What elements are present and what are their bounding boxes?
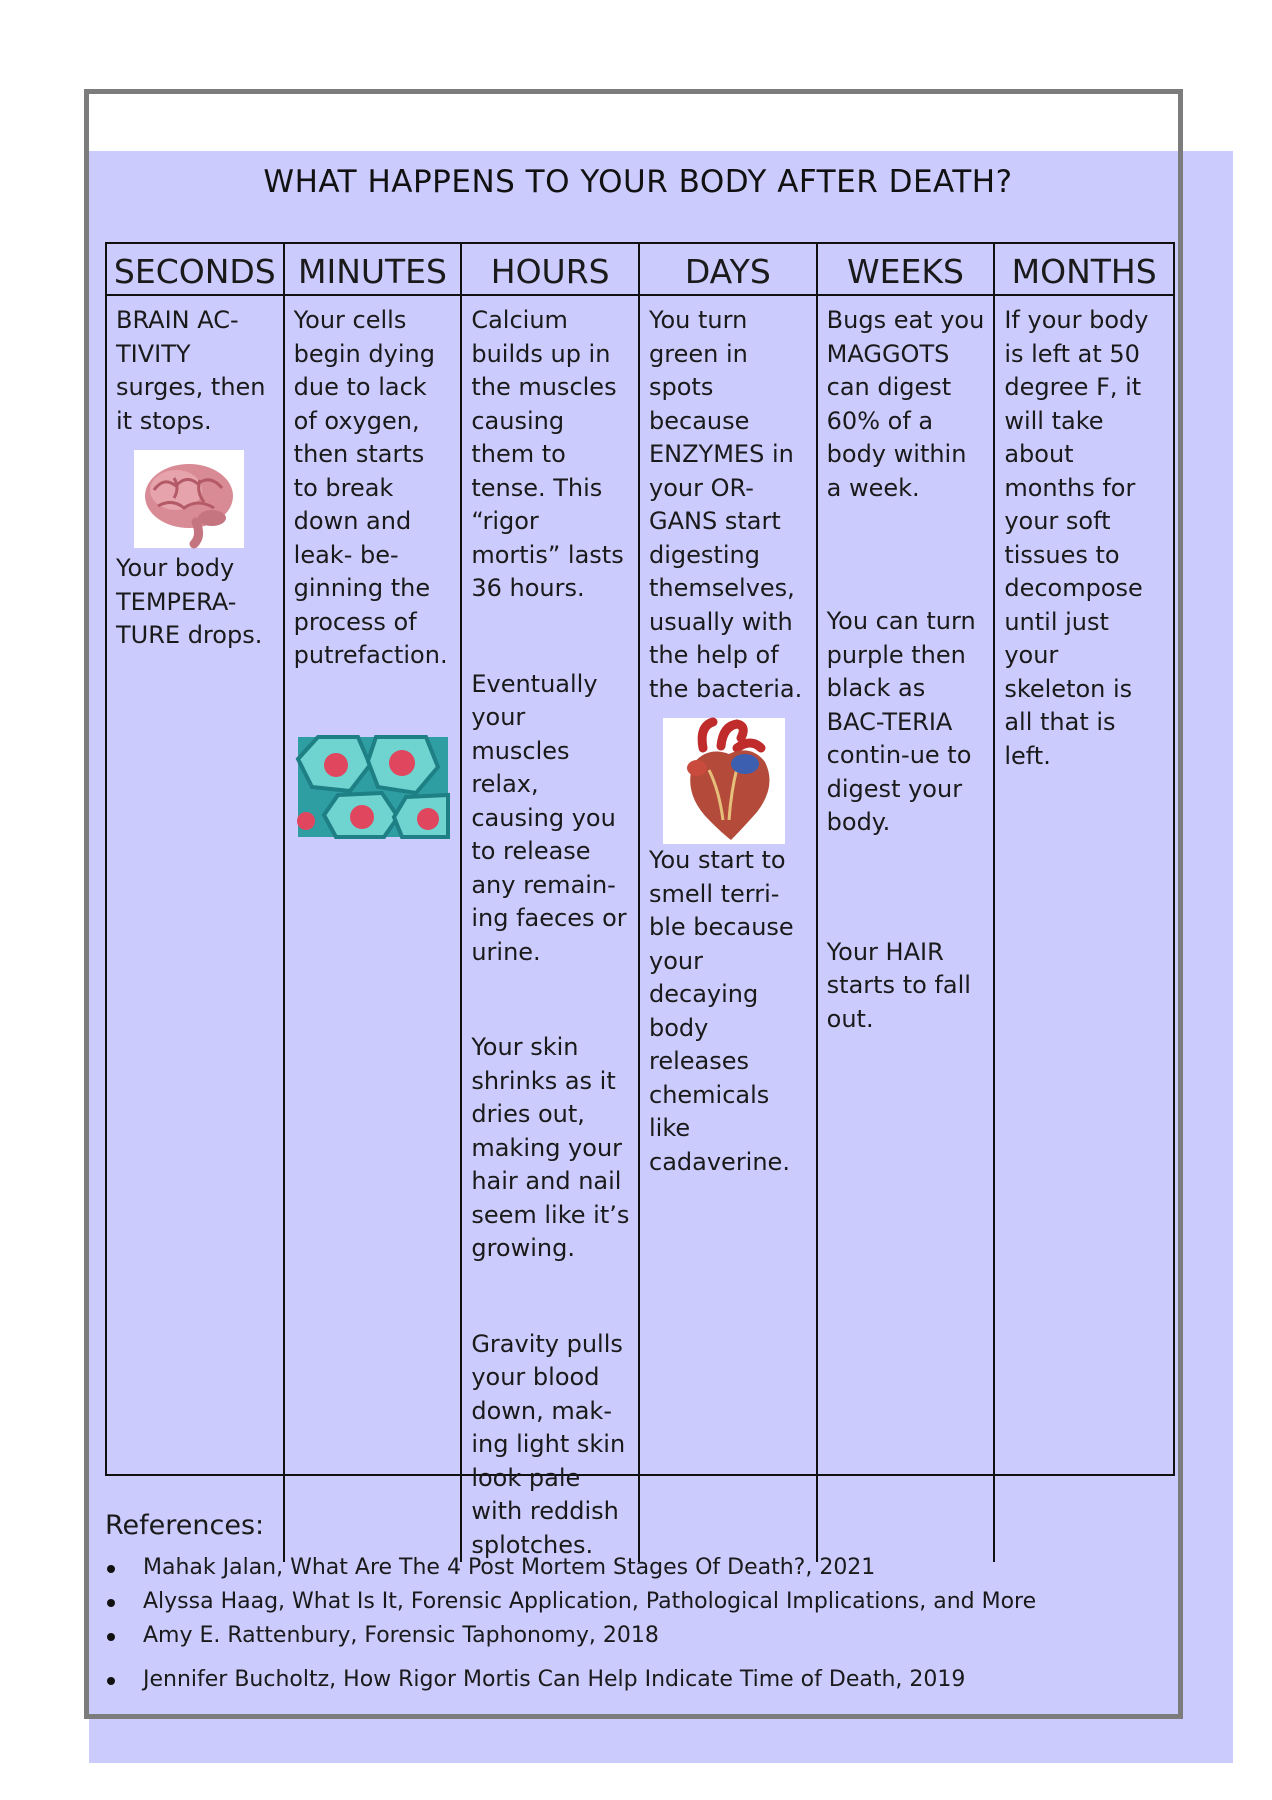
hours-text-1: Calcium builds up in the muscles causing them to tense. This “rigor mortis” lasts 36 hours. [471,306,624,602]
column-weeks [818,296,996,1562]
reference-item: Jennifer Bucholtz, How Rigor Mortis Can Help Indicate Time of Death, 2019 [105,1663,1175,1697]
references-title: References: [105,1510,265,1541]
header-minutes: MINUTES [285,244,463,296]
header-months: MONTHS [995,244,1173,296]
reference-item: Mahak Jalan, What Are The 4 Post Mortem Stages Of Death?, 2021 [105,1551,1175,1585]
column-months [995,296,1173,1562]
weeks-text-3: Your HAIR starts to fall out. [826,937,971,1033]
days-text-1: You turn green in spots because ENZYMES in your OR-GANS start digesting themselves, usually with the help of the bacteria. [649,306,803,703]
page-title: WHAT HAPPENS TO YOUR BODY AFTER DEATH? [263,164,1013,200]
heart-image [663,718,785,844]
column-minutes [285,296,463,1562]
header-seconds: SECONDS [107,244,285,296]
months-text-1: If your body is left at 50 degree F, it will take about months for your soft tissues to decompose until just your skeleton is all that is left. [1004,306,1149,770]
hours-text-4: Gravity pulls your blood down, mak-ing light skin look pale with reddish splotches. [471,1329,626,1559]
minutes-text-1: Your cells begin dying due to lack of oxygen, then starts to break down and leak- be-ginning the process of putrefaction. [293,306,448,669]
hours-text-2: Eventually your muscles relax, causing you to release any remain-ing faeces or urine. [471,669,627,966]
seconds-text-2: Your body TEMPERA-TURE drops. [116,554,263,649]
header-days: DAYS [640,244,818,296]
column-seconds [107,296,285,1562]
column-days [640,296,818,1562]
hours-text-3: Your skin shrinks as it dries out, making your hair and nail seem like it’s growing. [471,1033,630,1262]
weeks-text-2: You can turn purple then black as BAC-TERIA contin-ue to digest your body. [826,607,976,836]
header-weeks: WEEKS [818,244,996,296]
days-text-2: You start to smell terri-ble because your decaying body releases chemicals like cadaverine. [649,846,794,1176]
cells-image [298,737,448,837]
weeks-text-1: Bugs eat you MAGGOTS can digest 60% of a body within a week. [826,306,985,502]
header-hours: HOURS [462,244,640,296]
seconds-text-1: BRAIN AC-TIVITY surges, then it stops. [116,306,266,435]
reference-item: Alyssa Haag, What Is It, Forensic Application, Pathological Implications, and More [105,1585,1175,1619]
reference-item: Amy E. Rattenbury, Forensic Taphonomy, 2018 [105,1619,1175,1653]
column-hours [462,296,640,1562]
references-section [105,1510,1175,1697]
brain-image [134,450,244,548]
